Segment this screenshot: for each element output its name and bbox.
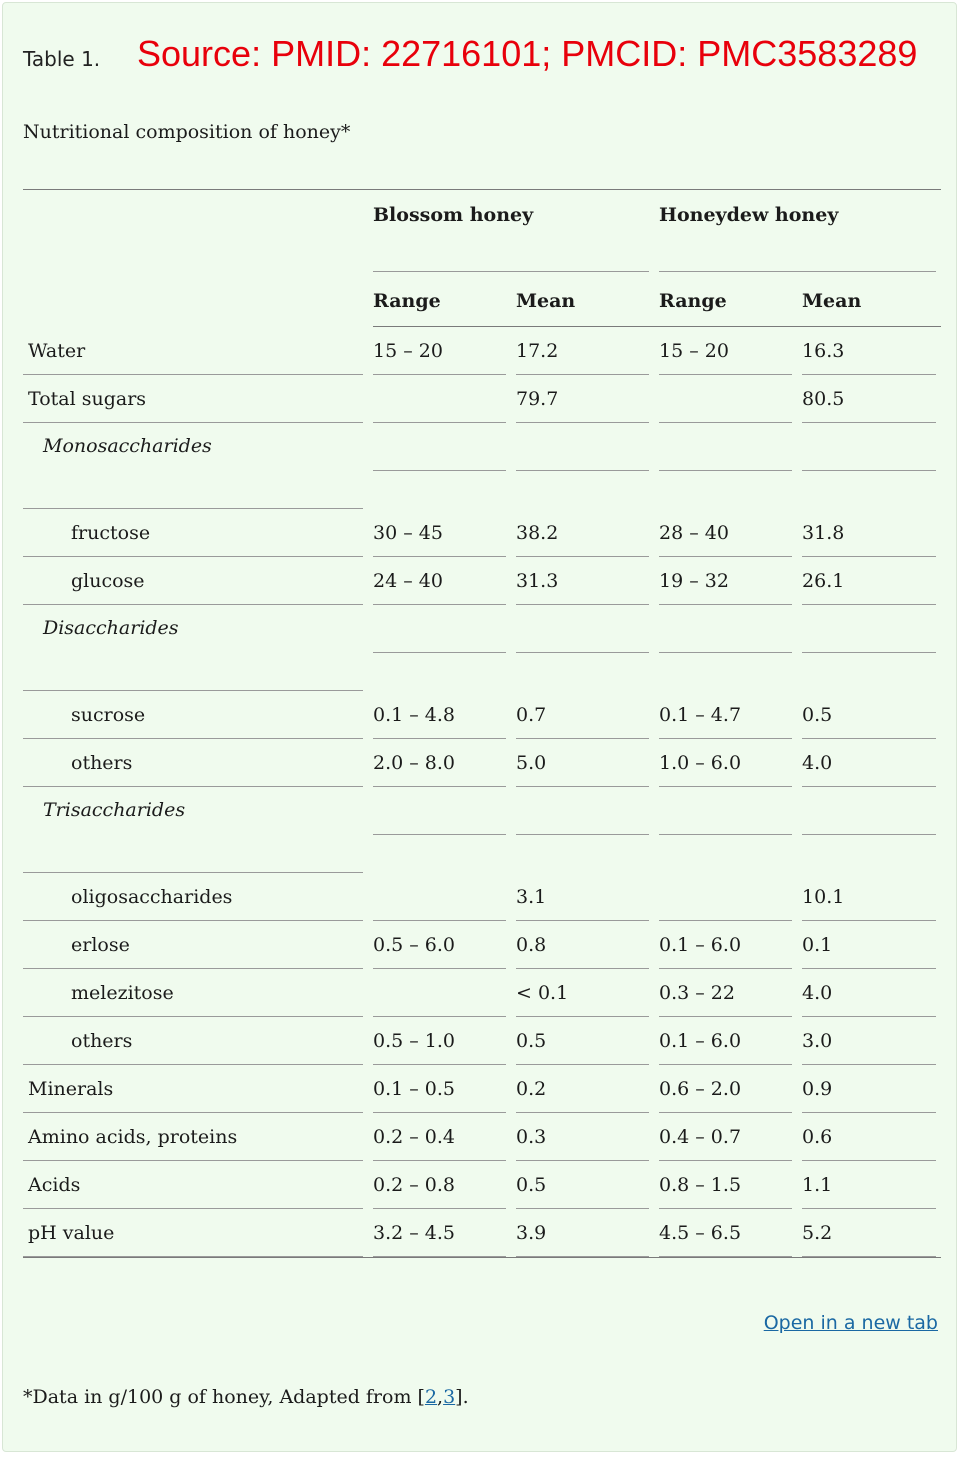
blossom-mean-cell: 38.2 [516,509,649,557]
honeydew-mean-cell: 4.0 [802,739,936,787]
honeydew-range-cell: 0.4 – 0.7 [659,1113,792,1161]
row-label: pH value [23,1209,363,1257]
honeydew-mean-cell: 0.5 [802,691,936,739]
column-header-honeydew-mean: Mean [802,290,862,312]
blossom-range-cell [373,605,506,653]
honeydew-mean-cell [802,423,936,471]
row-label: erlose [23,921,363,969]
blossom-mean-cell [516,605,649,653]
blossom-range-cell [373,423,506,471]
blossom-range-cell: 2.0 – 8.0 [373,739,506,787]
blossom-mean-cell: < 0.1 [516,969,649,1017]
blossom-mean-cell: 17.2 [516,327,649,375]
honeydew-range-cell [659,605,792,653]
honeydew-mean-cell: 3.0 [802,1017,936,1065]
blossom-range-cell: 3.2 – 4.5 [373,1209,506,1257]
blossom-range-cell: 0.1 – 0.5 [373,1065,506,1113]
table-footnote [23,1386,469,1408]
table-row [23,509,941,557]
column-header-honeydew-range: Range [659,290,727,312]
honeydew-range-cell: 0.3 – 22 [659,969,792,1017]
row-label: sucrose [23,691,363,739]
honeydew-range-cell: 1.0 – 6.0 [659,739,792,787]
blossom-mean-cell: 3.1 [516,873,649,921]
row-label: Amino acids, proteins [23,1113,363,1161]
honeydew-mean-cell: 80.5 [802,375,936,423]
blossom-mean-cell: 31.3 [516,557,649,605]
row-label: Disaccharides [23,605,363,691]
blossom-mean-cell: 0.7 [516,691,649,739]
footnote-ref-3[interactable]: 3 [443,1386,456,1408]
honeydew-mean-cell: 0.9 [802,1065,936,1113]
honeydew-range-cell [659,787,792,835]
header-empty-corner [23,190,373,327]
table-panel [2,2,957,1452]
blossom-range-cell: 0.2 – 0.4 [373,1113,506,1161]
table-row [23,969,941,1017]
column-group-blossom: Blossom honey [373,190,649,272]
table-row [23,1209,941,1258]
row-label: glucose [23,557,363,605]
honeydew-mean-cell: 0.1 [802,921,936,969]
open-in-new-tab-link[interactable]: Open in a new tab [763,1312,938,1334]
blossom-range-cell [373,969,506,1017]
blossom-range-cell: 0.5 – 1.0 [373,1017,506,1065]
row-label: melezitose [23,969,363,1017]
honeydew-range-cell: 0.1 – 6.0 [659,921,792,969]
table-caption: Nutritional composition of honey* [23,121,351,143]
row-label: others [23,739,363,787]
blossom-range-cell: 15 – 20 [373,327,506,375]
table-row [23,1017,941,1065]
honeydew-mean-cell: 16.3 [802,327,936,375]
blossom-range-cell: 0.1 – 4.8 [373,691,506,739]
table-container [23,189,941,1258]
table-row [23,327,941,376]
table-row [23,739,941,787]
table-body [23,327,941,1258]
blossom-mean-cell [516,423,649,471]
table-row [23,1161,941,1209]
honeydew-range-cell: 15 – 20 [659,327,792,375]
honeydew-range-cell: 0.1 – 6.0 [659,1017,792,1065]
row-label: Trisaccharides [23,787,363,873]
blossom-range-cell [373,873,506,921]
blossom-mean-cell: 79.7 [516,375,649,423]
honeydew-range-cell: 28 – 40 [659,509,792,557]
table-row [23,787,941,873]
row-label: Water [23,327,363,375]
honeydew-mean-cell: 0.6 [802,1113,936,1161]
row-label: fructose [23,509,363,557]
honeydew-mean-cell [802,605,936,653]
column-header-blossom-mean: Mean [516,290,576,312]
table-row [23,557,941,605]
blossom-range-cell [373,787,506,835]
row-label: Acids [23,1161,363,1209]
honeydew-mean-cell: 4.0 [802,969,936,1017]
footnote-suffix: ]. [455,1386,469,1408]
blossom-mean-cell: 0.8 [516,921,649,969]
blossom-mean-cell: 0.5 [516,1161,649,1209]
table-row [23,423,941,509]
source-annotation: Source: PMID: 22716101; PMCID: PMC3583289 [137,33,918,74]
honeydew-mean-cell: 10.1 [802,873,936,921]
blossom-mean-cell: 0.2 [516,1065,649,1113]
blossom-mean-cell: 3.9 [516,1209,649,1257]
table-row [23,605,941,691]
blossom-range-cell [373,375,506,423]
table-row [23,921,941,969]
nutrition-table [23,189,941,1258]
blossom-mean-cell: 5.0 [516,739,649,787]
blossom-mean-cell: 0.5 [516,1017,649,1065]
table-row [23,873,941,921]
footnote-separator: , [437,1386,444,1408]
footnote-text: *Data in g/100 g of honey, Adapted from [ [23,1386,425,1408]
footnote-ref-2[interactable]: 2 [424,1386,438,1408]
row-label: Monosaccharides [23,423,363,509]
honeydew-mean-cell: 1.1 [802,1161,936,1209]
honeydew-range-cell: 19 – 32 [659,557,792,605]
table-row [23,1065,941,1113]
row-label: oligosaccharides [23,873,363,921]
honeydew-range-cell [659,873,792,921]
blossom-range-cell: 24 – 40 [373,557,506,605]
honeydew-mean-cell [802,787,936,835]
column-header-blossom-range: Range [373,290,441,312]
row-label: others [23,1017,363,1065]
honeydew-range-cell: 4.5 – 6.5 [659,1209,792,1257]
table-row [23,375,941,423]
honeydew-range-cell: 0.1 – 4.7 [659,691,792,739]
blossom-mean-cell: 0.3 [516,1113,649,1161]
row-label: Minerals [23,1065,363,1113]
honeydew-mean-cell: 5.2 [802,1209,936,1257]
honeydew-range-cell: 0.6 – 2.0 [659,1065,792,1113]
table-row [23,691,941,739]
honeydew-mean-cell: 31.8 [802,509,936,557]
row-label: Total sugars [23,375,363,423]
table-label: Table 1. [23,47,101,71]
blossom-range-cell: 0.2 – 0.8 [373,1161,506,1209]
honeydew-range-cell [659,423,792,471]
blossom-mean-cell [516,787,649,835]
honeydew-range-cell: 0.8 – 1.5 [659,1161,792,1209]
honeydew-mean-cell: 26.1 [802,557,936,605]
table-row [23,1113,941,1161]
blossom-range-cell: 0.5 – 6.0 [373,921,506,969]
column-group-honeydew: Honeydew honey [659,190,936,272]
honeydew-range-cell [659,375,792,423]
blossom-range-cell: 30 – 45 [373,509,506,557]
